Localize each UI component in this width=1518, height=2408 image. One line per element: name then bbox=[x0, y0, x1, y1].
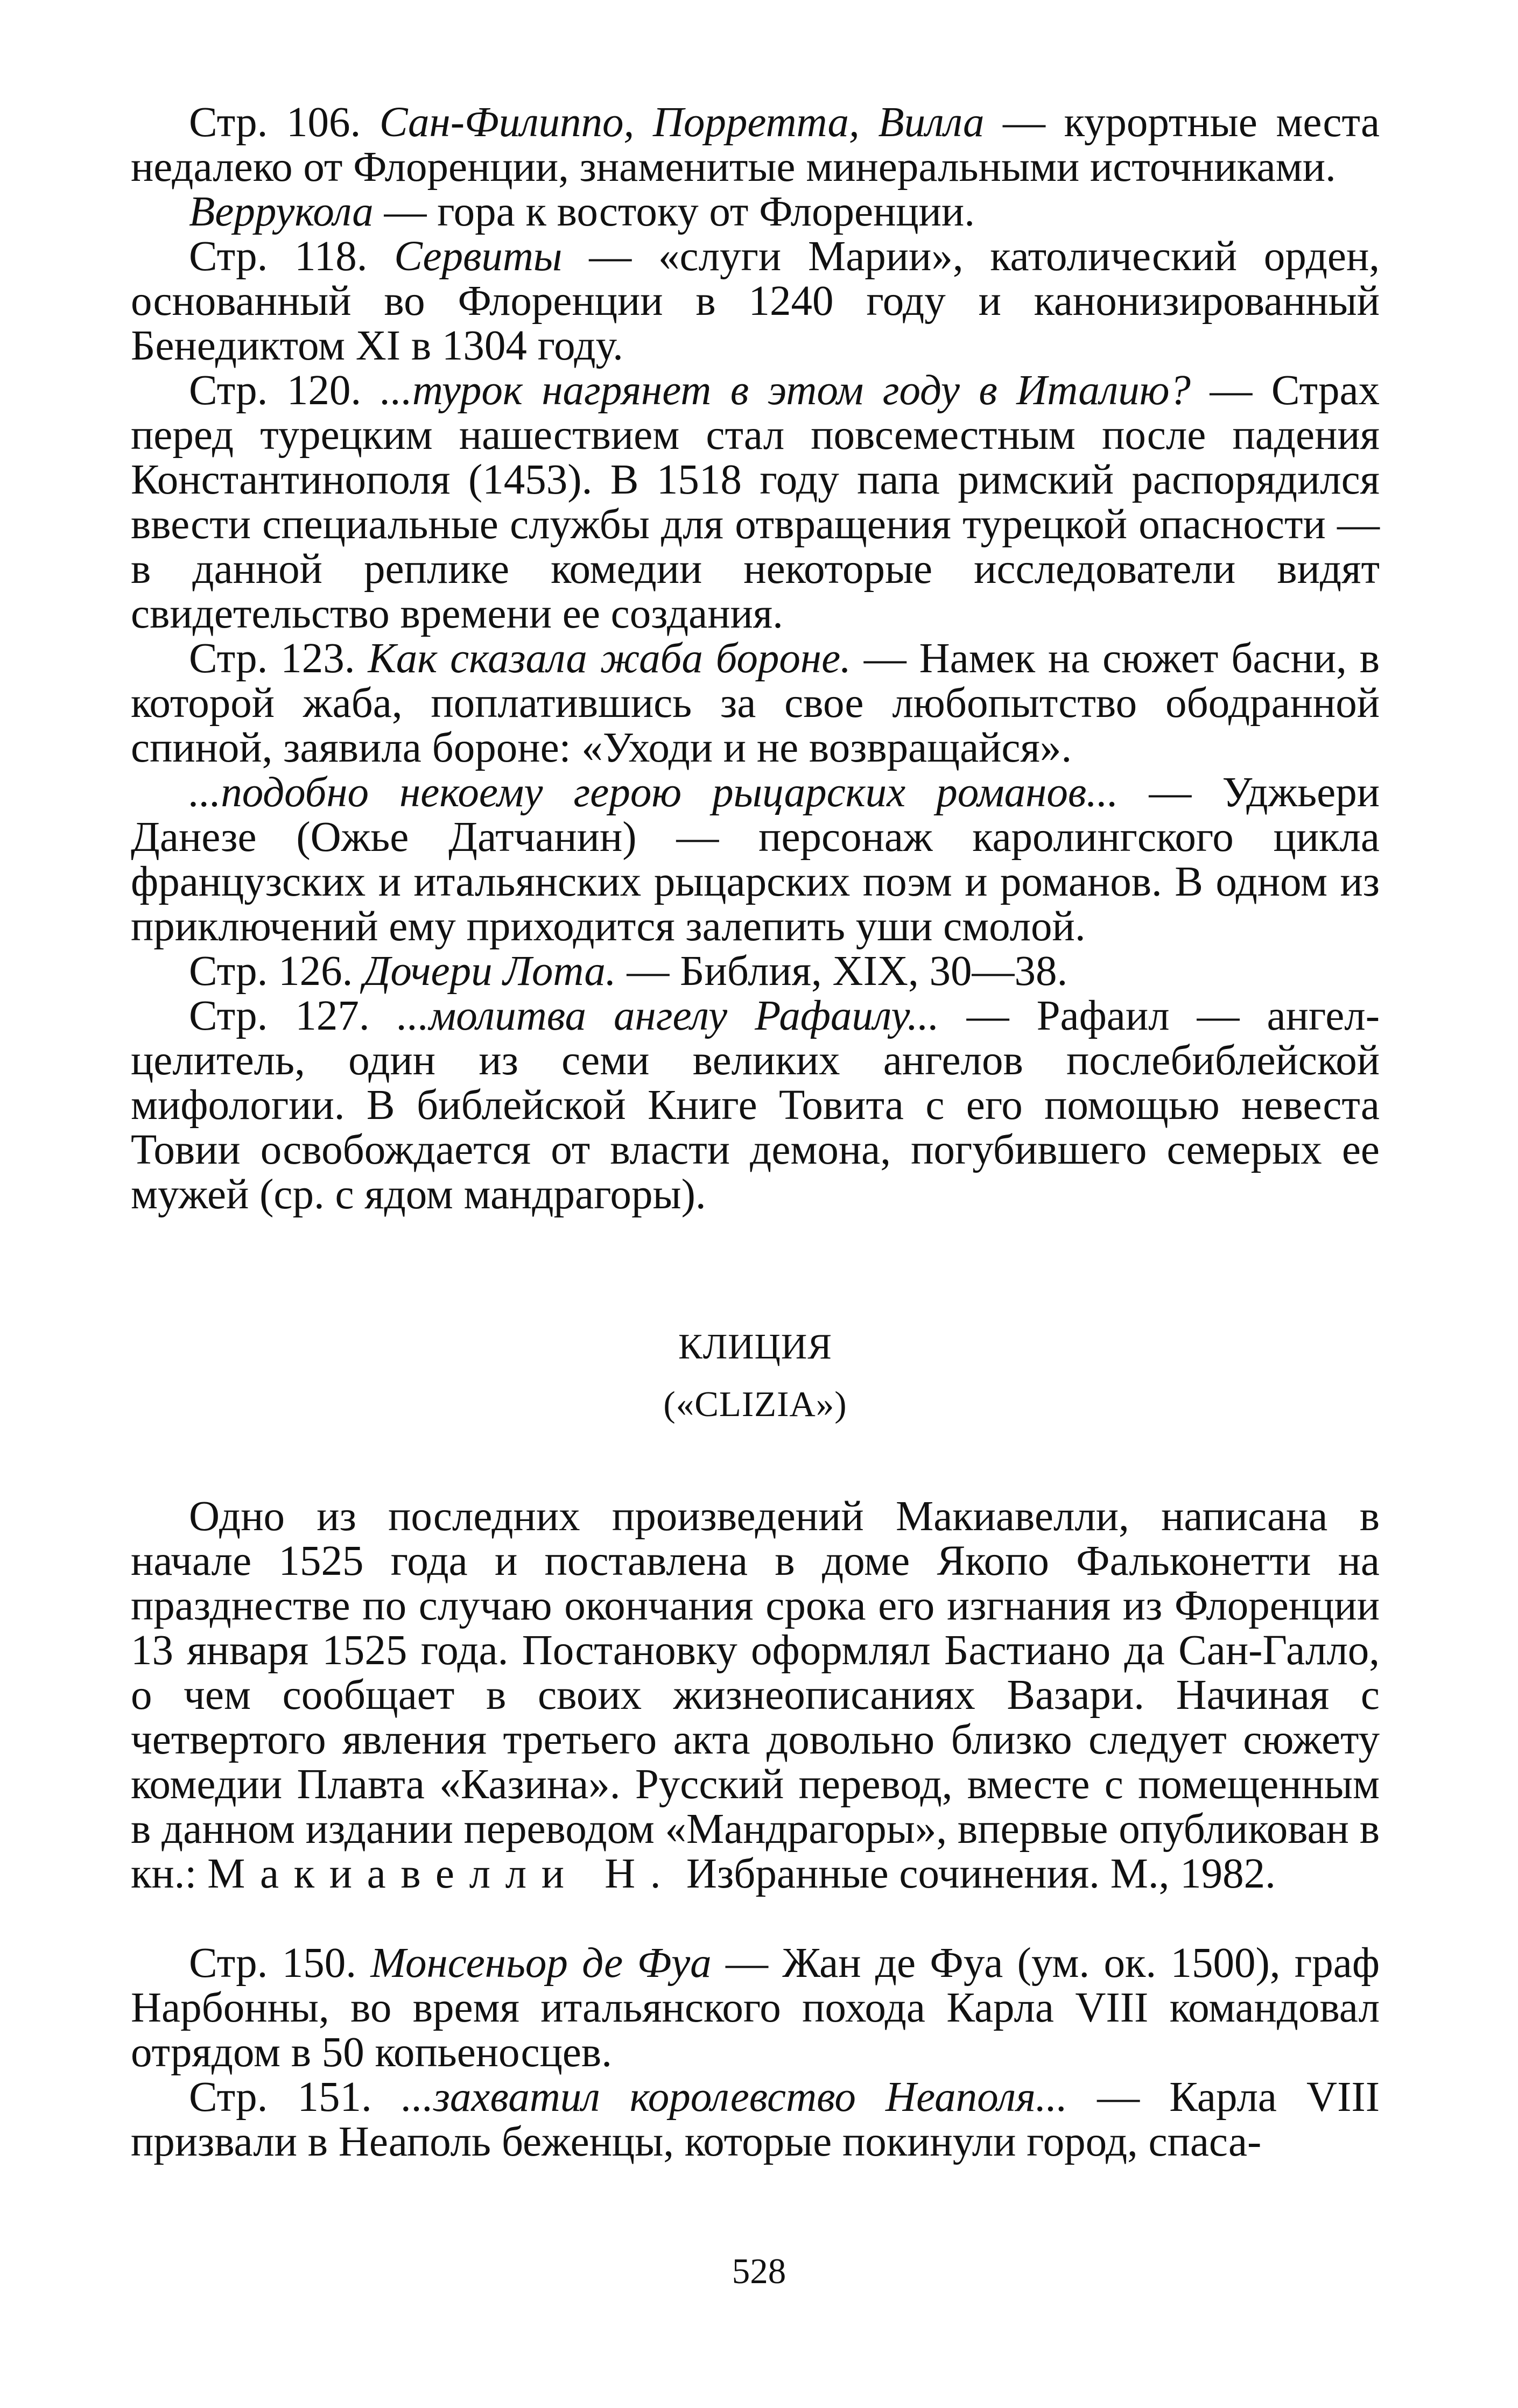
note-text: — Уджьери Данезе (Ожье Датчанин) — персонаж каролингского цикла французских и итальянских рыцарских поэм и романов. В одном из приключений ему приходится залепить уши смолой. bbox=[131, 769, 1380, 950]
note-term: Монсеньор де Фуа bbox=[370, 1940, 712, 1987]
spacer bbox=[131, 1369, 1380, 1382]
note-ref: Стр. 150. bbox=[189, 1940, 356, 1987]
page-content bbox=[131, 100, 1380, 2164]
note-ref: Стр. 120. bbox=[189, 367, 362, 414]
note-p150 bbox=[131, 1941, 1380, 2075]
intro-tail: Избранные сочинения. М., 1982. bbox=[676, 1850, 1276, 1897]
note-text: — Намек на сюжет басни, в которой жаба, поплатившись за свое любопытство ободранной спиной, заявила бороне: «Уходи и не возвращайся». bbox=[131, 635, 1380, 771]
note-text: — курортные места недалеко от Флоренции, знаменитые минеральными источниками. bbox=[131, 99, 1380, 191]
note-text: — «слуги Марии», католический орден, основанный во Флоренции в 1240 году и канонизированный Бенедиктом XI в 1304 году. bbox=[131, 233, 1380, 369]
spacer bbox=[131, 1427, 1380, 1494]
note-text: — Страх перед турецким нашествием стал повсеместным после падения Константинополя (1453). В 1518 году папа римский распорядился ввести специальные службы для отвращения турецкой опасности — в данной реплике комедии некоторые исследователи видят свидетельство времени ее создания. bbox=[131, 367, 1380, 637]
note-ref: Стр. 106. bbox=[189, 99, 361, 146]
note-p106 bbox=[131, 100, 1380, 189]
spacer bbox=[131, 1217, 1380, 1325]
note-term: ...турок нагрянет в этом году в Италию? bbox=[380, 367, 1191, 414]
note-p126 bbox=[131, 949, 1380, 994]
note-p123 bbox=[131, 636, 1380, 770]
note-ref: Стр. 151. bbox=[189, 2074, 372, 2121]
note-term: Дочери Лота. bbox=[363, 948, 616, 995]
note-knight-hero bbox=[131, 770, 1380, 949]
note-term: Веррукола bbox=[189, 188, 374, 235]
note-term: Как сказала жаба бороне. bbox=[368, 635, 851, 682]
note-ref: Стр. 126. bbox=[189, 948, 353, 995]
note-term: Сервиты bbox=[394, 233, 563, 280]
note-term: ...подобно некоему герою рыцарских романов... bbox=[189, 769, 1119, 816]
section-title: КЛИЦИЯ bbox=[678, 1327, 832, 1367]
note-term: ...молитва ангелу Рафаилу... bbox=[397, 992, 939, 1039]
spacer bbox=[131, 1896, 1380, 1941]
note-ref: Стр. 118. bbox=[189, 233, 368, 280]
note-text: — гора к востоку от Флоренции. bbox=[373, 188, 975, 235]
note-text: — Карла VIII призвали в Неаполь беженцы, которые покинули город, спаса- bbox=[131, 2074, 1380, 2165]
note-ref: Стр. 127. bbox=[189, 992, 370, 1039]
intro-paragraph bbox=[131, 1494, 1380, 1896]
note-text: — Рафаил — ангел-целитель, один из семи великих ангелов послебиблейской мифологии. В библейской Книге Товита с его помощью невеста Товии освобождается от власти демона, погубившего семерых ее мужей (ср. с ядом мандрагоры). bbox=[131, 992, 1380, 1218]
note-verrucola bbox=[131, 189, 1380, 234]
note-ref: Стр. 123. bbox=[189, 635, 355, 682]
note-term: Сан-Филиппо, Порретта, Вилла bbox=[379, 99, 985, 146]
note-p118 bbox=[131, 234, 1380, 368]
note-text: — Жан де Фуа (ум. ок. 1500), граф Нарбонны, во время итальянского похода Карла VIII командовал отрядом в 50 копьеносцев. bbox=[131, 1940, 1380, 2076]
note-text: — Библия, XIX, 30—38. bbox=[616, 948, 1068, 995]
intro-text: Одно из последних произведений Макиавелли, написана в начале 1525 года и поставлена в доме Якопо Фальконетти на празднестве по случаю окончания срока его изгнания из Флоренции 13 января 1525 года. Постановку оформлял Бастиано да Сан-Галло, о чем сообщает в своих жизнеописаниях Вазари. Начиная с четвертого явления третьего акта довольно близко следует сюжету комедии Плавта «Казина». Русский перевод, вместе с помещенным в данном издании переводом «Мандрагоры», впервые опубликован в кн.: bbox=[131, 1493, 1380, 1897]
section-subtitle: («CLIZIA») bbox=[663, 1384, 847, 1424]
note-p151 bbox=[131, 2075, 1380, 2164]
intro-author: Макиавелли Н. bbox=[207, 1850, 676, 1897]
note-p120 bbox=[131, 368, 1380, 636]
note-term: ...захватил королевство Неаполя... bbox=[401, 2074, 1068, 2121]
page-number: 528 bbox=[732, 2251, 786, 2291]
note-p127 bbox=[131, 994, 1380, 1217]
